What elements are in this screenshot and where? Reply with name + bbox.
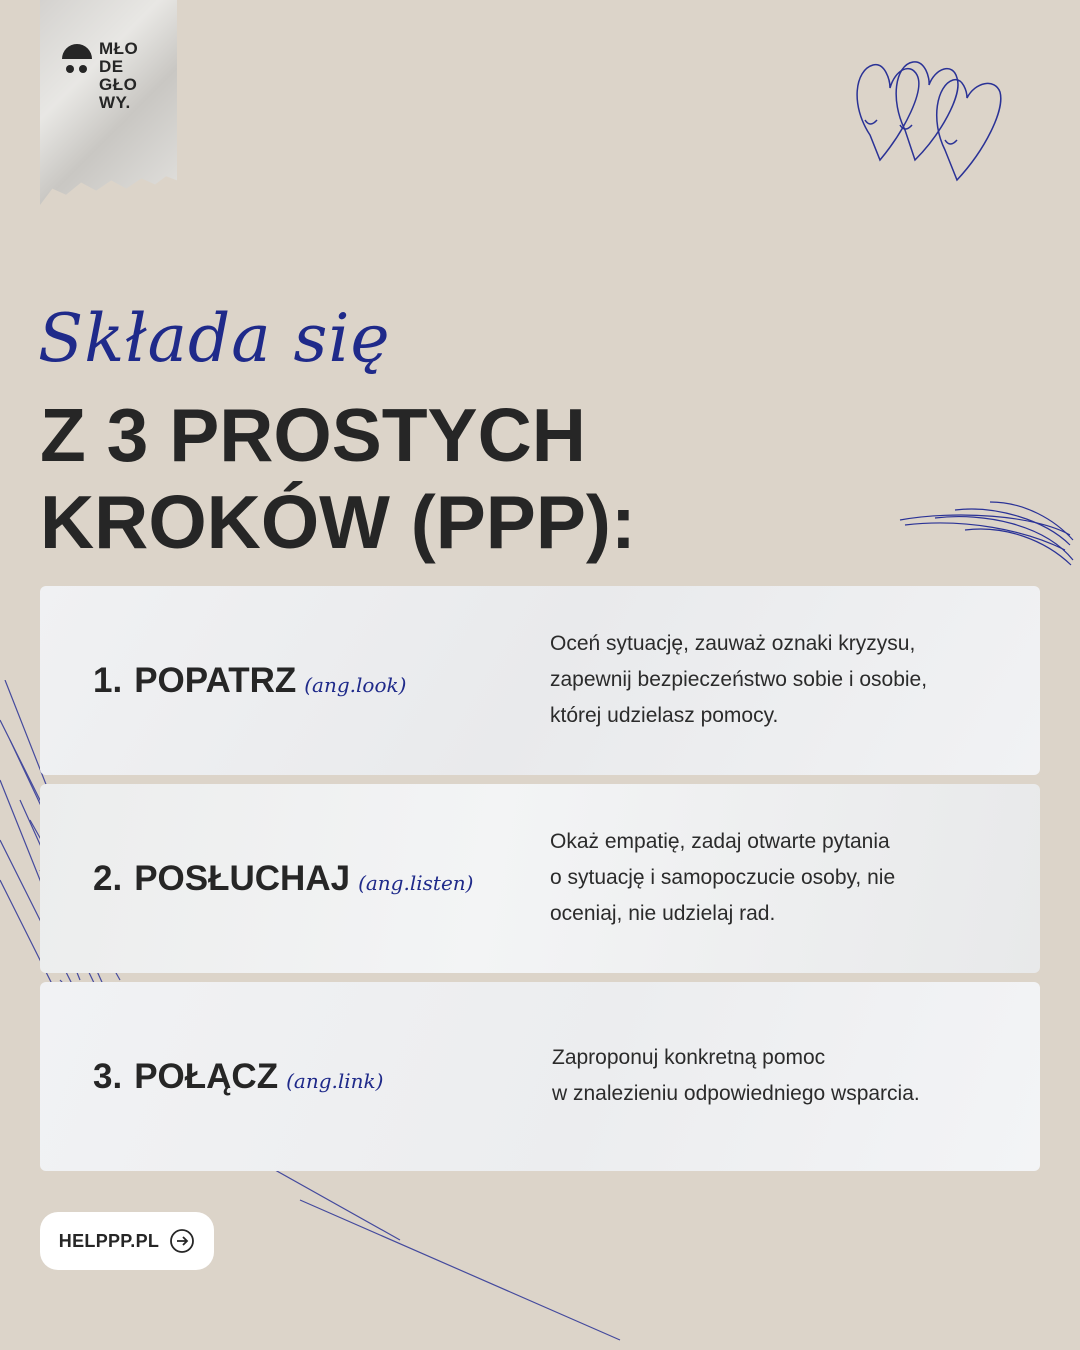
step-description: Okaż empatię, zadaj otwarte pytania o sytuację i samopoczucie osoby, nie oceniaj, nie udzielaj rad. [550, 830, 896, 925]
step-card-listen [40, 784, 1040, 973]
step-title: 3. POŁĄCZ (ang.link) [93, 1056, 384, 1096]
page-title: Z 3 PROSTYCH KROKÓW (PPP): [40, 393, 636, 564]
step-english: (ang.link) [286, 1068, 384, 1093]
logo-eye-icon [79, 65, 87, 73]
website-link-label: HELPPP.PL [58, 1230, 160, 1251]
step-english: (ang.listen) [358, 870, 474, 895]
scribble-doodle-icon [895, 490, 1075, 570]
website-link-button[interactable] [40, 1212, 214, 1270]
step-english: (ang.look) [304, 672, 407, 697]
hearts-doodle-icon [845, 50, 1015, 190]
brand-logo [62, 40, 162, 130]
step-description: Oceń sytuację, zauważ oznaki kryzysu, zapewnij bezpieczeństwo sobie i osobie, której udzielasz pomocy. [550, 632, 928, 727]
script-heading: Składa się [38, 300, 391, 377]
logo-eye-icon [66, 65, 74, 73]
arrow-right-circle-icon [169, 1228, 195, 1254]
logo-wordmark: MŁO DE GŁO WY. [99, 39, 139, 112]
step-title: 1. POPATRZ (ang.look) [93, 660, 407, 700]
step-description: Zaproponuj konkretną pomoc w znalezieniu odpowiedniego wsparcia. [552, 1046, 920, 1105]
step-card-link [40, 982, 1040, 1171]
step-title: 2. POSŁUCHAJ (ang.listen) [93, 858, 474, 898]
step-card-look [40, 586, 1040, 775]
logo-head-icon [62, 44, 92, 59]
